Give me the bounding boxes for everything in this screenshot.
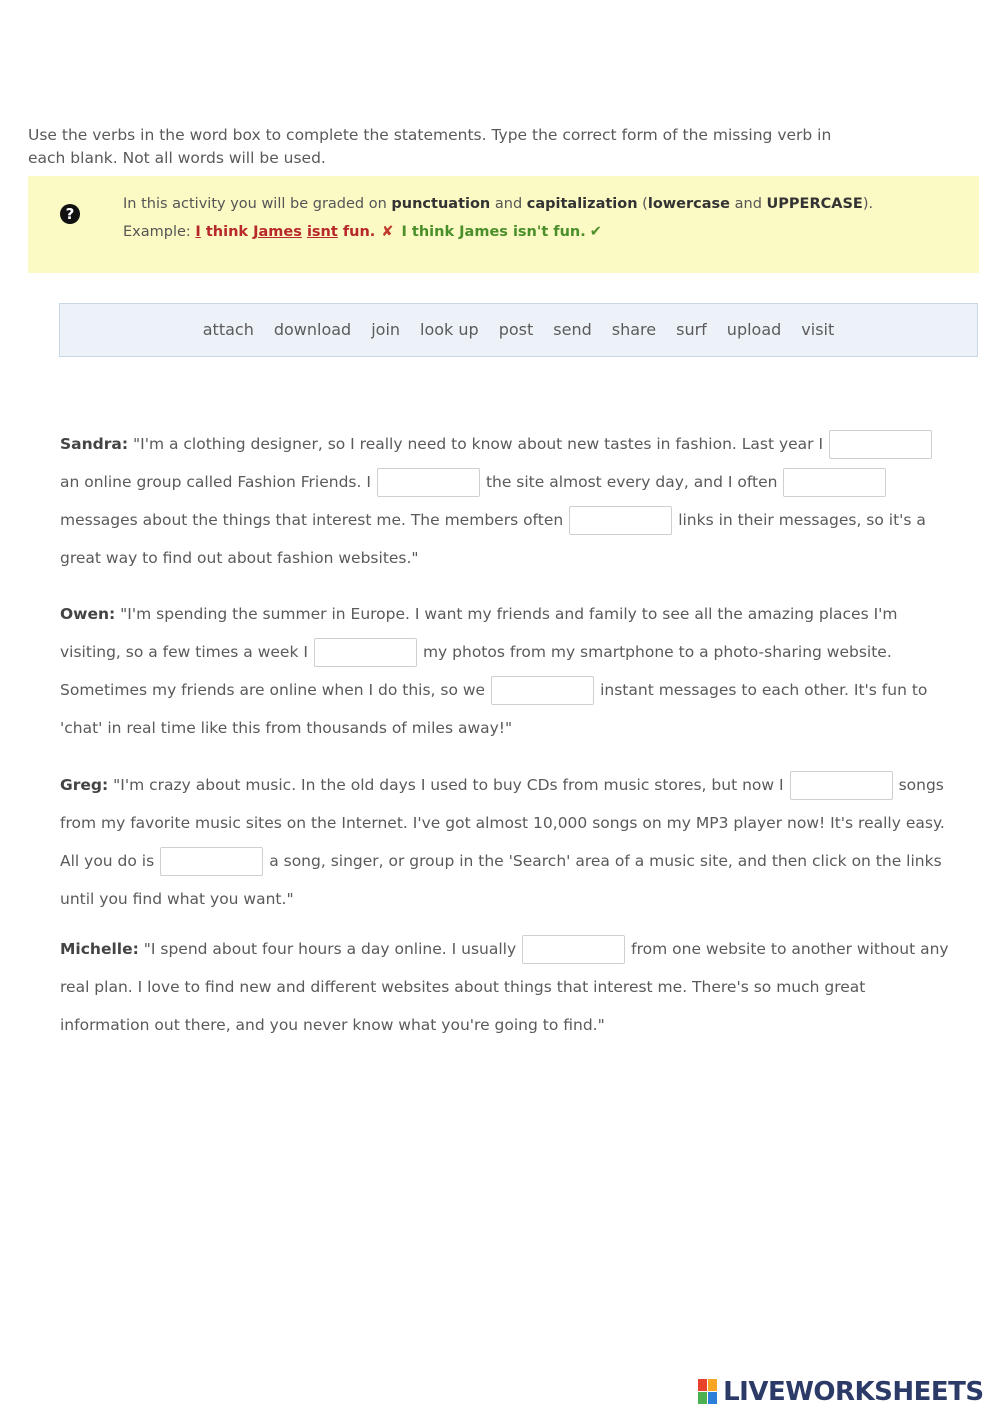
liveworksheets-logo-text: LIVEWORKSHEETS xyxy=(723,1377,984,1407)
blank-michelle-1[interactable] xyxy=(522,935,625,964)
sandra-text-5: links in their messages, so it's a great way to find out about fashion websites." xyxy=(60,511,926,567)
word-upload: upload xyxy=(726,320,782,339)
instructions: Use the verbs in the word box to complete the statements. Type the correct form of the missing verb in each blank. Not all words will be used. xyxy=(28,126,832,167)
notice-punctuation: punctuation xyxy=(391,196,491,212)
wrong-fun: fun. xyxy=(337,224,376,240)
owen-text-1: "I'm spending the summer in Europe. I want my friends and family to see all the amazing places I'm visiting, so a few times a week I xyxy=(60,605,898,661)
michelle-paragraph xyxy=(60,930,955,1044)
wrong-isnt: isnt xyxy=(306,224,338,240)
sandra-paragraph xyxy=(60,425,955,577)
notice-capitalization: capitalization xyxy=(526,196,638,212)
blank-sandra-1[interactable] xyxy=(829,430,932,459)
x-mark-icon: ✘ xyxy=(381,224,394,240)
word-send: send xyxy=(553,320,592,339)
word-attach: attach xyxy=(202,320,254,339)
notice-example xyxy=(123,224,602,240)
wrong-think: think xyxy=(200,224,254,240)
greg-text-1: "I'm crazy about music. In the old days I used to buy CDs from music stores, but now I xyxy=(108,776,784,794)
blank-greg-1[interactable] xyxy=(790,771,893,800)
speaker-michelle: Michelle: xyxy=(60,940,139,958)
sandra-text-3: the site almost every day, and I often xyxy=(485,473,778,491)
notice-uppercase: UPPERCASE xyxy=(766,196,863,212)
word-post: post xyxy=(498,320,534,339)
correct-example: I think James isn't fun. xyxy=(401,224,586,240)
notice-and: and xyxy=(490,196,527,212)
greg-paragraph xyxy=(60,766,955,918)
owen-text-3: instant messages to each other. It's fun to 'chat' in real time like this from thousands of miles away!" xyxy=(60,681,928,737)
greg-text-3: a song, singer, or group in the 'Search' area of a music site, and then click on the links until you find what you want." xyxy=(60,852,942,908)
word-visit: visit xyxy=(801,320,835,339)
notice-and-2: and xyxy=(730,196,767,212)
notice-line-1 xyxy=(123,196,873,212)
word-share: share xyxy=(611,320,657,339)
greg-text-2: songs from my favorite music sites on the Internet. I've got almost 10,000 songs on my MP3 player now! It's really easy. All you do is xyxy=(60,776,945,870)
speaker-greg: Greg: xyxy=(60,776,109,794)
word-download: download xyxy=(273,320,352,339)
sandra-text-2: an online group called Fashion Friends. I xyxy=(60,473,371,491)
wrong-example xyxy=(195,224,375,240)
blank-owen-1[interactable] xyxy=(314,638,417,667)
owen-paragraph xyxy=(60,595,955,747)
sandra-text-4: messages about the things that interest me. The members often xyxy=(60,511,564,529)
sandra-text-1: "I'm a clothing designer, so I really need to know about new tastes in fashion. Last year I xyxy=(128,435,824,453)
word-surf: surf xyxy=(676,320,707,339)
notice-lowercase: lowercase xyxy=(647,196,731,212)
michelle-text-2: from one website to another without any real plan. I love to find new and different websites about things that interest me. There's so much great information out there, and you never know what you're going to find." xyxy=(60,940,949,1034)
word-look-up: look up xyxy=(420,320,479,339)
blank-sandra-3[interactable] xyxy=(783,468,886,497)
wrong-James: James xyxy=(253,224,302,240)
check-mark-icon: ✔ xyxy=(589,224,602,240)
example-label: Example: xyxy=(123,224,196,240)
word-join: join xyxy=(371,320,401,339)
wrong-I: I xyxy=(195,224,201,240)
owen-text-2: my photos from my smartphone to a photo-sharing website. Sometimes my friends are online when I do this, so we xyxy=(60,643,892,699)
question-circle-icon: ? xyxy=(60,204,80,224)
liveworksheets-logo-icon xyxy=(698,1379,718,1405)
notice-paren-open: ( xyxy=(637,196,648,212)
blank-sandra-4[interactable] xyxy=(569,506,672,535)
speaker-owen: Owen: xyxy=(60,605,116,623)
notice-prefix: In this activity you will be graded on xyxy=(123,196,392,212)
blank-greg-2[interactable] xyxy=(160,847,263,876)
speaker-sandra: Sandra: xyxy=(60,435,129,453)
blank-sandra-2[interactable] xyxy=(377,468,480,497)
grading-notice xyxy=(28,176,979,273)
blank-owen-2[interactable] xyxy=(491,676,594,705)
notice-paren-close: ). xyxy=(862,196,874,212)
word-box xyxy=(59,303,978,357)
liveworksheets-logo xyxy=(698,1377,998,1411)
michelle-text-1: "I spend about four hours a day online. I usually xyxy=(138,940,517,958)
